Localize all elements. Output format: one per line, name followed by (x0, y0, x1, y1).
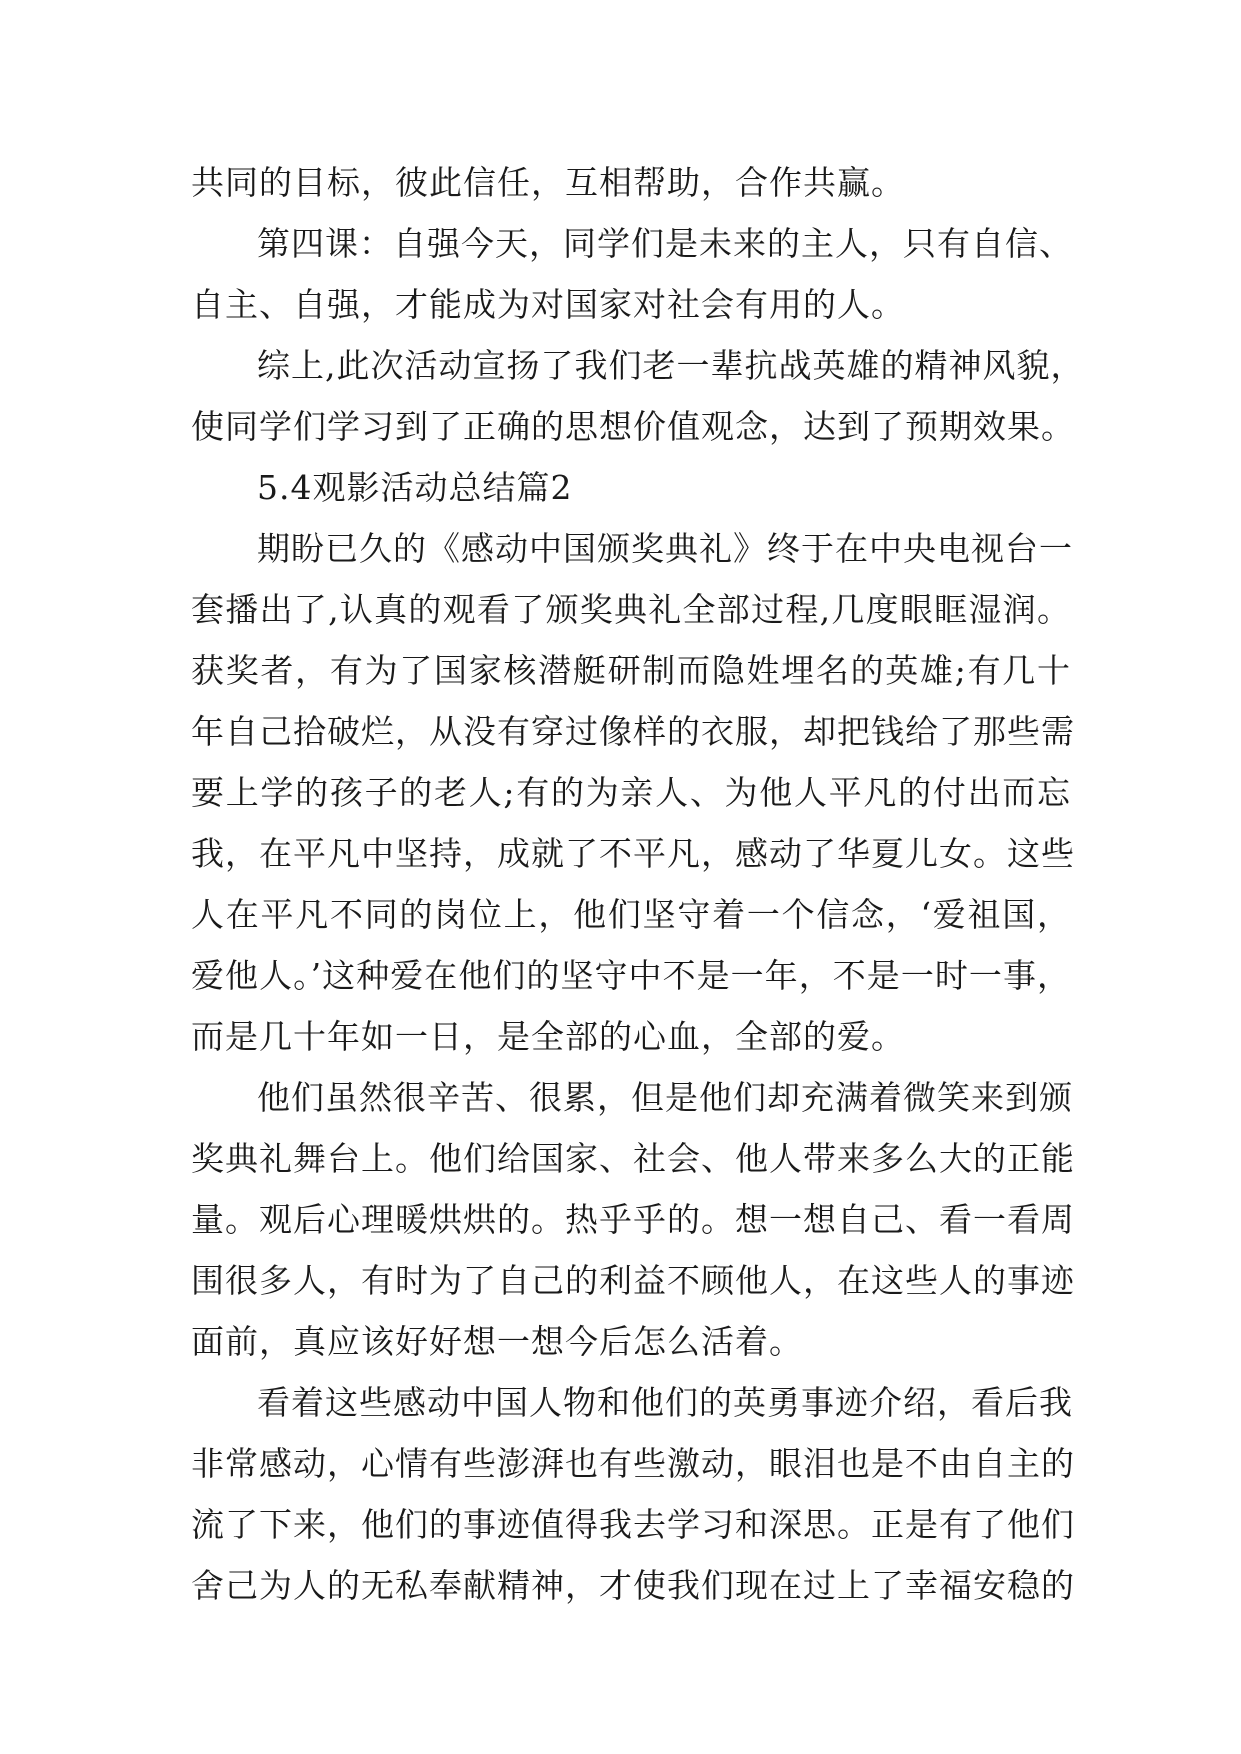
text-line: 舍己为人的无私奉献精神，才使我们现在过上了幸福安稳的 (191, 1566, 1075, 1605)
text-line: 他们虽然很辛苦、很累，但是他们却充满着微笑来到颁 (257, 1078, 1073, 1117)
text-line: 共同的目标，彼此信任，互相帮助，合作共赢。 (191, 163, 905, 202)
text-line: 第四课：自强今天，同学们是未来的主人，只有自信、 (257, 224, 1073, 263)
text-line: 奖典礼舞台上。他们给国家、社会、他人带来多么大的正能 (191, 1139, 1075, 1178)
text-line: 看着这些感动中国人物和他们的英勇事迹介绍，看后我 (257, 1383, 1073, 1422)
text-line: 我，在平凡中坚持，成就了不平凡，感动了华夏儿女。这些 (191, 834, 1075, 873)
text-line: 量。观后心理暖烘烘的。热乎乎的。想一想自己、看一看周 (191, 1200, 1075, 1239)
text-line: 综上,此次活动宣扬了我们老一辈抗战英雄的精神风貌， (257, 346, 1085, 385)
text-line: 要上学的孩子的老人;有的为亲人、为他人平凡的付出而忘 (191, 773, 1071, 812)
text-line: 期盼已久的《感动中国颁奖典礼》终于在中央电视台一 (257, 529, 1073, 568)
text-line: 非常感动，心情有些澎湃也有些激动，眼泪也是不由自主的 (191, 1444, 1075, 1483)
text-line: 获奖者，有为了国家核潜艇研制而隐姓埋名的英雄;有几十 (191, 651, 1071, 690)
text-line: 人在平凡不同的岗位上，他们坚守着一个信念，‘爱祖国， (191, 895, 1071, 934)
section-heading: 5.4观影活动总结篇2 (257, 468, 573, 507)
text-line: 而是几十年如一日，是全部的心血，全部的爱。 (191, 1017, 905, 1056)
text-line: 使同学们学习到了正确的思想价值观念，达到了预期效果。 (191, 407, 1075, 446)
text-line: 爱他人。’这种爱在他们的坚守中不是一年，不是一时一事， (191, 956, 1071, 995)
text-line: 围很多人，有时为了自己的利益不顾他人，在这些人的事迹 (191, 1261, 1075, 1300)
text-line: 面前，真应该好好想一想今后怎么活着。 (191, 1322, 803, 1361)
text-line: 套播出了,认真的观看了颁奖典礼全部过程,几度眼眶湿润。 (191, 590, 1071, 629)
text-line: 自主、自强，才能成为对国家对社会有用的人。 (191, 285, 905, 324)
document-body (191, 152, 1085, 1616)
text-line: 流了下来，他们的事迹值得我去学习和深思。正是有了他们 (191, 1505, 1075, 1544)
text-line: 年自己拾破烂，从没有穿过像样的衣服，却把钱给了那些需 (191, 712, 1075, 751)
